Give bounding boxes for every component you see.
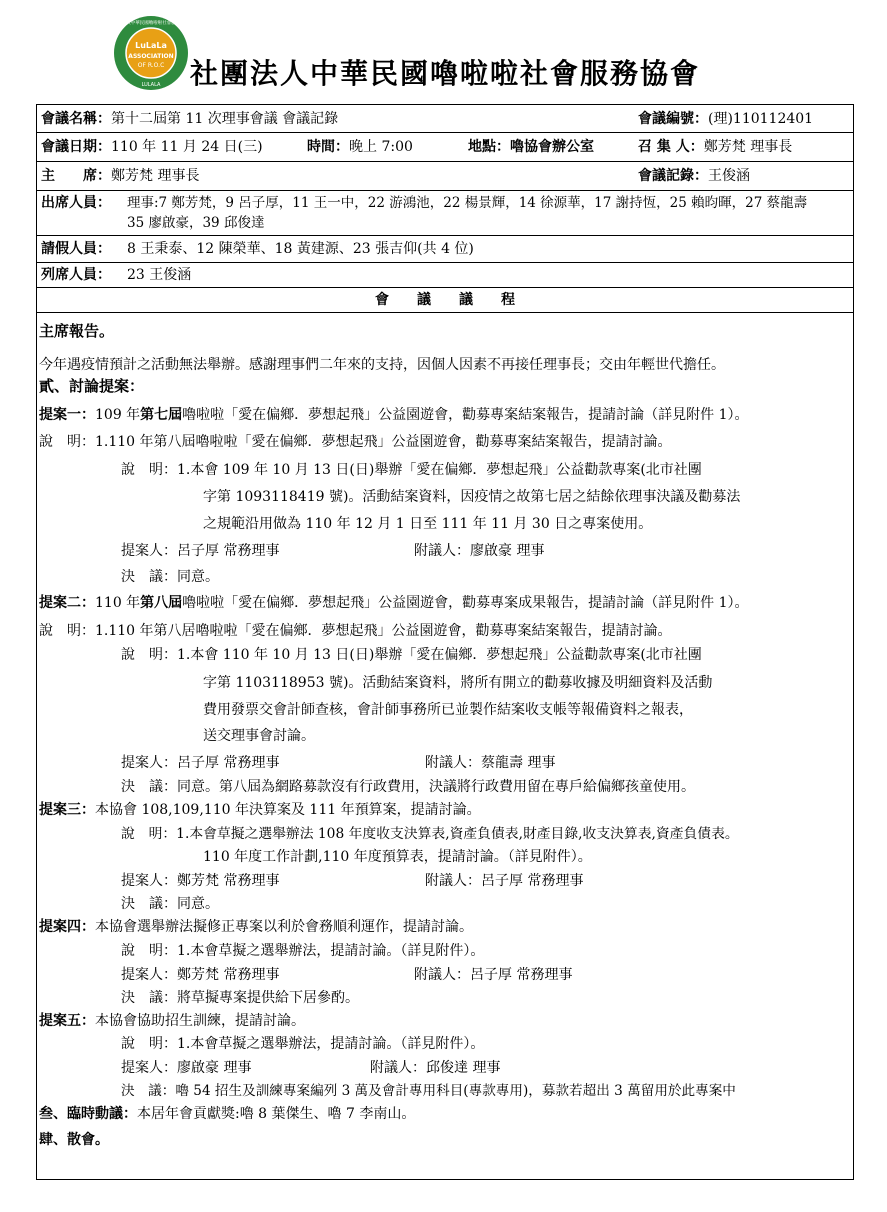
proposal-5-proposer: 提案人：廖啟豪 理事 bbox=[121, 1060, 252, 1076]
leave-label: 請假人員： bbox=[41, 241, 111, 257]
proposal-3-sub1: 說 明：1.本會草擬之選舉辦法 108 年度收支決算表,資產負債表,財產目錄,收支決算表,資產負債表。 bbox=[121, 826, 739, 842]
proposal-5-text: 本協會協助招生訓練，提請討論。 bbox=[95, 1013, 305, 1029]
logo-sub-text: OF R.O.C bbox=[137, 62, 165, 69]
proposal-1-sub1: 說 明：1.本會 109 年 10 月 13 日(日)舉辦「愛在偏鄉．夢想起飛」公益勸款專案(北市社團 bbox=[121, 462, 702, 478]
proposal-2-resolution: 決 議：同意。第八屆為網路募款沒有行政費用，決議將行政費用留在專戶給偏鄉孩童使用。 bbox=[121, 779, 695, 795]
document-header bbox=[0, 0, 887, 104]
place-label: 地點： bbox=[468, 139, 510, 155]
logo-top-text: 社團法人中華民國嚕啦啦社會服務協會 bbox=[113, 21, 189, 26]
proposal-1-resolution: 決 議：同意。 bbox=[121, 569, 219, 585]
proposal-1-sub3: 之規範沿用做為 110 年 12 月 1 日至 111 年 11 月 30 日之專案使用。 bbox=[203, 516, 653, 532]
recorder: 王俊涵 bbox=[708, 168, 750, 184]
proposal-5-sub1: 說 明：1.本會草擬之選舉辦法，提請討論。（詳見附件）。 bbox=[121, 1036, 485, 1052]
proposal-2-post: 嚕啦啦「愛在偏鄉．夢想起飛」公益園遊會，勸募專案成果報告，提請討論（詳見附件 1）。 bbox=[182, 595, 749, 611]
proposal-2-title bbox=[39, 593, 749, 613]
chair-label: 主 席： bbox=[41, 168, 111, 184]
proposal-3-label: 提案三： bbox=[39, 802, 95, 818]
proposal-2-explain: 說 明：1.110 年第八居嚕啦啦「愛在偏鄉．夢想起飛」公益園遊會，勸募專案結案報告，提請討論。 bbox=[39, 623, 672, 639]
proposal-5-label: 提案五： bbox=[39, 1013, 95, 1029]
convener: 鄭芳梵 理事長 bbox=[703, 139, 793, 155]
proposal-1-seconder: 附議人：廖啟豪 理事 bbox=[414, 543, 545, 559]
agenda-heading: 會 議 議 程 bbox=[375, 292, 515, 308]
proposal-2-seconder: 附議人：蔡龍壽 理事 bbox=[425, 755, 556, 771]
proposal-4-text: 本協會選舉辦法擬修正專案以利於會務順利運作，提請討論。 bbox=[95, 919, 473, 935]
recorder-label: 會議記錄： bbox=[638, 168, 708, 184]
proposal-4-seconder: 附議人：呂子厚 常務理事 bbox=[414, 967, 573, 983]
meeting-name: 第十二屆第 11 次理事會議 會議記錄 bbox=[111, 111, 339, 127]
extempore-text: 本居年會貢獻獎:嚕 8 葉傑生、嚕 7 李南山。 bbox=[137, 1106, 416, 1122]
proposal-3-proposer: 提案人：鄭芳梵 常務理事 bbox=[121, 873, 280, 889]
meeting-no: (理)110112401 bbox=[708, 111, 814, 127]
proposal-2-bold: 第八屆 bbox=[140, 595, 183, 611]
attendees-label: 出席人員： bbox=[41, 195, 111, 211]
discussion-heading: 貳、討論提案： bbox=[39, 377, 145, 395]
attendees-line1: 理事:7 鄭芳梵，9 呂子厚，11 王一中，22 游鴻池，22 楊景輝，14 徐源華，17 謝持恆，25 賴昀暉，27 蔡龍壽 bbox=[127, 195, 808, 211]
proposal-3-sub2: 110 年度工作計劃,110 年度預算表，提請討論。（詳見附件）。 bbox=[203, 849, 592, 865]
meeting-date: 110 年 11 月 24 日(三) bbox=[111, 139, 263, 155]
meta-row-chair bbox=[37, 162, 853, 191]
proposal-1-label: 提案一： bbox=[39, 407, 95, 423]
proposal-3-title bbox=[39, 800, 481, 820]
closing: 肆、散會。 bbox=[39, 1132, 109, 1148]
observer: 23 王俊涵 bbox=[127, 267, 192, 283]
svg-text:LuLaLa: LuLaLa bbox=[135, 41, 167, 50]
proposal-1-proposer: 提案人：呂子厚 常務理事 bbox=[121, 543, 280, 559]
meta-row-date bbox=[37, 133, 853, 162]
proposal-4-sub1: 說 明：1.本會草擬之選舉辦法，提請討論。（詳見附件）。 bbox=[121, 943, 485, 959]
extempore-label: 叁、臨時動議： bbox=[39, 1106, 137, 1122]
proposal-2-sub1: 說 明：1.本會 110 年 10 月 13 日(日)舉辦「愛在偏鄉．夢想起飛」公益勸款專案(北市社團 bbox=[121, 647, 702, 663]
logo-bottom-text: LULALA bbox=[141, 82, 161, 88]
proposal-1-title bbox=[39, 405, 749, 425]
proposal-1-bold: 第七屆 bbox=[140, 407, 183, 423]
meta-row-observer bbox=[37, 263, 853, 288]
extempore-motion bbox=[39, 1104, 415, 1124]
attendees-line2: 35 廖啟豪，39 邱俊達 bbox=[127, 215, 265, 231]
observer-label: 列席人員： bbox=[41, 267, 111, 283]
leave-list: 8 王秉泰、12 陳榮華、18 黃建源、23 張吉仰(共 4 位) bbox=[127, 241, 474, 257]
proposal-1-explain: 說 明：1.110 年第八屆嚕啦啦「愛在偏鄉．夢想起飛」公益園遊會，勸募專案結案報告，提請討論。 bbox=[39, 434, 672, 450]
meeting-place: 嚕協會辦公室 bbox=[510, 139, 594, 155]
proposal-4-title bbox=[39, 917, 473, 937]
org-title: 社團法人中華民國嚕啦啦社會服務協會 bbox=[190, 57, 701, 90]
meeting-name-label: 會議名稱： bbox=[41, 111, 111, 127]
svg-text:ASSOCIATION: ASSOCIATION bbox=[128, 53, 174, 60]
proposal-4-resolution: 決 議：將草擬專案提供給下居參酌。 bbox=[121, 990, 359, 1006]
proposal-5-seconder: 附議人：邱俊達 理事 bbox=[370, 1060, 501, 1076]
association-logo-icon bbox=[113, 15, 189, 91]
proposal-1-pre: 109 年 bbox=[95, 407, 141, 423]
meta-row-attendees bbox=[37, 191, 853, 236]
proposal-2-pre: 110 年 bbox=[95, 595, 141, 611]
meeting-time: 晚上 7:00 bbox=[349, 139, 413, 155]
proposal-1-sub2: 字第 1093118419 號)。活動結案資料，因疫情之故第七居之結餘依理事決議及勸募法 bbox=[203, 489, 741, 505]
proposal-1-post: 嚕啦啦「愛在偏鄉．夢想起飛」公益園遊會，勸募專案結案報告，提請討論（詳見附件 1）。 bbox=[182, 407, 749, 423]
chair: 鄭芳梵 理事長 bbox=[111, 168, 200, 184]
proposal-2-sub4: 送交理事會討論。 bbox=[203, 728, 315, 744]
proposal-2-label: 提案二： bbox=[39, 595, 95, 611]
convener-label: 召 集 人： bbox=[638, 139, 704, 155]
proposal-3-resolution: 決 議：同意。 bbox=[121, 896, 219, 912]
time-label: 時間： bbox=[307, 139, 349, 155]
agenda-heading-row bbox=[37, 288, 853, 313]
meta-row-leave bbox=[37, 236, 853, 263]
proposal-5-title bbox=[39, 1011, 305, 1031]
chair-report-heading: 主席報告。 bbox=[39, 322, 115, 340]
proposal-5-resolution: 決 議：嚕 54 招生及訓練專案編列 3 萬及會計專用科目(專款專用)，募款若超出 3 萬留用於此專案中 bbox=[121, 1083, 736, 1099]
proposal-4-label: 提案四： bbox=[39, 919, 95, 935]
chair-report: 今年遇疫情預計之活動無法舉辦。感謝理事們二年來的支持，因個人因素不再接任理事長；交由年輕世代擔任。 bbox=[39, 357, 725, 373]
date-label: 會議日期： bbox=[41, 139, 111, 155]
meta-row-name bbox=[37, 105, 853, 133]
meeting-record-frame bbox=[36, 104, 854, 1180]
proposal-3-text: 本協會 108,109,110 年決算案及 111 年預算案，提請討論。 bbox=[95, 802, 481, 818]
meeting-no-label: 會議編號： bbox=[638, 111, 708, 127]
proposal-4-proposer: 提案人：鄭芳梵 常務理事 bbox=[121, 967, 280, 983]
proposal-2-sub2: 字第 1103118953 號)。活動結案資料，將所有開立的勸募收據及明細資料及活動 bbox=[203, 675, 713, 691]
proposal-3-seconder: 附議人：呂子厚 常務理事 bbox=[425, 873, 584, 889]
proposal-2-proposer: 提案人：呂子厚 常務理事 bbox=[121, 755, 280, 771]
proposal-2-sub3: 費用發票交會計師查核，會計師事務所已並製作結案收支帳等報備資料之報表， bbox=[203, 702, 693, 718]
